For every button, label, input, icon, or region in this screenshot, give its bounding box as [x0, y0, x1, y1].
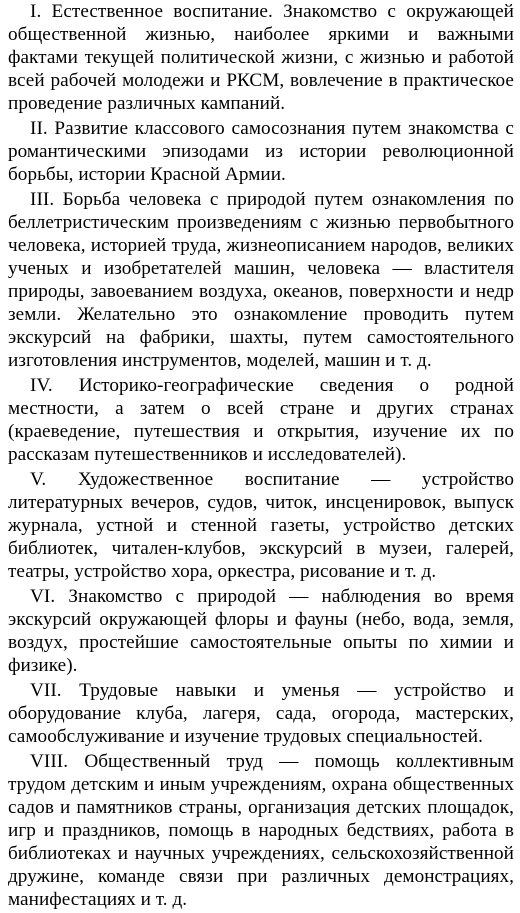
paragraph-class-consciousness: II. Развитие классового самосознания путем знакомства с романтическими эпизодами из истории революционной борьбы, истории Красной Армии. — [8, 117, 514, 186]
paragraph-labor-skills: VII. Трудовые навыки и уменья — устройство и оборудование клуба, лагеря, сада, огорода, мастерских, самообслуживание и изучение трудовых специальностей. — [8, 679, 514, 747]
paragraph-nature-study: VI. Знакомство с природой — наблюдения во время экскурсий окружающей флоры и фауны (небо, вода, земля, воздух, простейшие самостоятельные опыты по химии и физике). — [8, 585, 514, 677]
document-page — [8, 0, 514, 913]
paragraph-natural-education: I. Естественное воспитание. Знакомство с окружающей общественной жизнью, наиболее яркими и важными фактами текущей политической жизни, с жизнью и работой всей рабочей молодежи и РКСМ, вовлечение в практическое проведение различных кампаний. — [8, 1, 514, 115]
paragraph-history-geography: IV. Историко-географические сведения о родной местности, а затем о всей стране и других странах (краеведение, путешествия и открытия, изучение их по рассказам путешественников и исследователей). — [8, 375, 514, 466]
paragraph-social-labor: VIII. Общественный труд — помощь коллективным трудом детским и иным учреждениям, охрана общественных садов и памятников страны, организация детских площадок, игр и праздников, помощь в народных бедствиях, работа в библиотеках и научных учреждениях, сельскохозяйственной дружине, команде связи при различных демонстрациях, манифестациях и т. д. — [8, 750, 514, 911]
paragraph-artistic-education: V. Художественное воспитание — устройство литературных вечеров, судов, читок, инсценировок, выпуск журнала, устной и стенной газеты, устройство детских библиотек, читален-клубов, экскурсий в музеи, галерей, театры, устройство хора, оркестра, рисование и т. д. — [8, 468, 514, 583]
paragraph-human-vs-nature: III. Борьба человека с природой путем ознакомления по беллетристическим произведениям с жизнью первобытного человека, историей труда, жизнеописанием народов, великих ученых и изобретателей машин, человека — властителя природы, завоеванием воздуха, океанов, поверхности и недр земли. Желательно это ознакомление проводить путем экскурсий на фабрики, шахты, путем самостоятельного изготовления инструментов, моделей, машин и т. д. — [8, 188, 514, 372]
